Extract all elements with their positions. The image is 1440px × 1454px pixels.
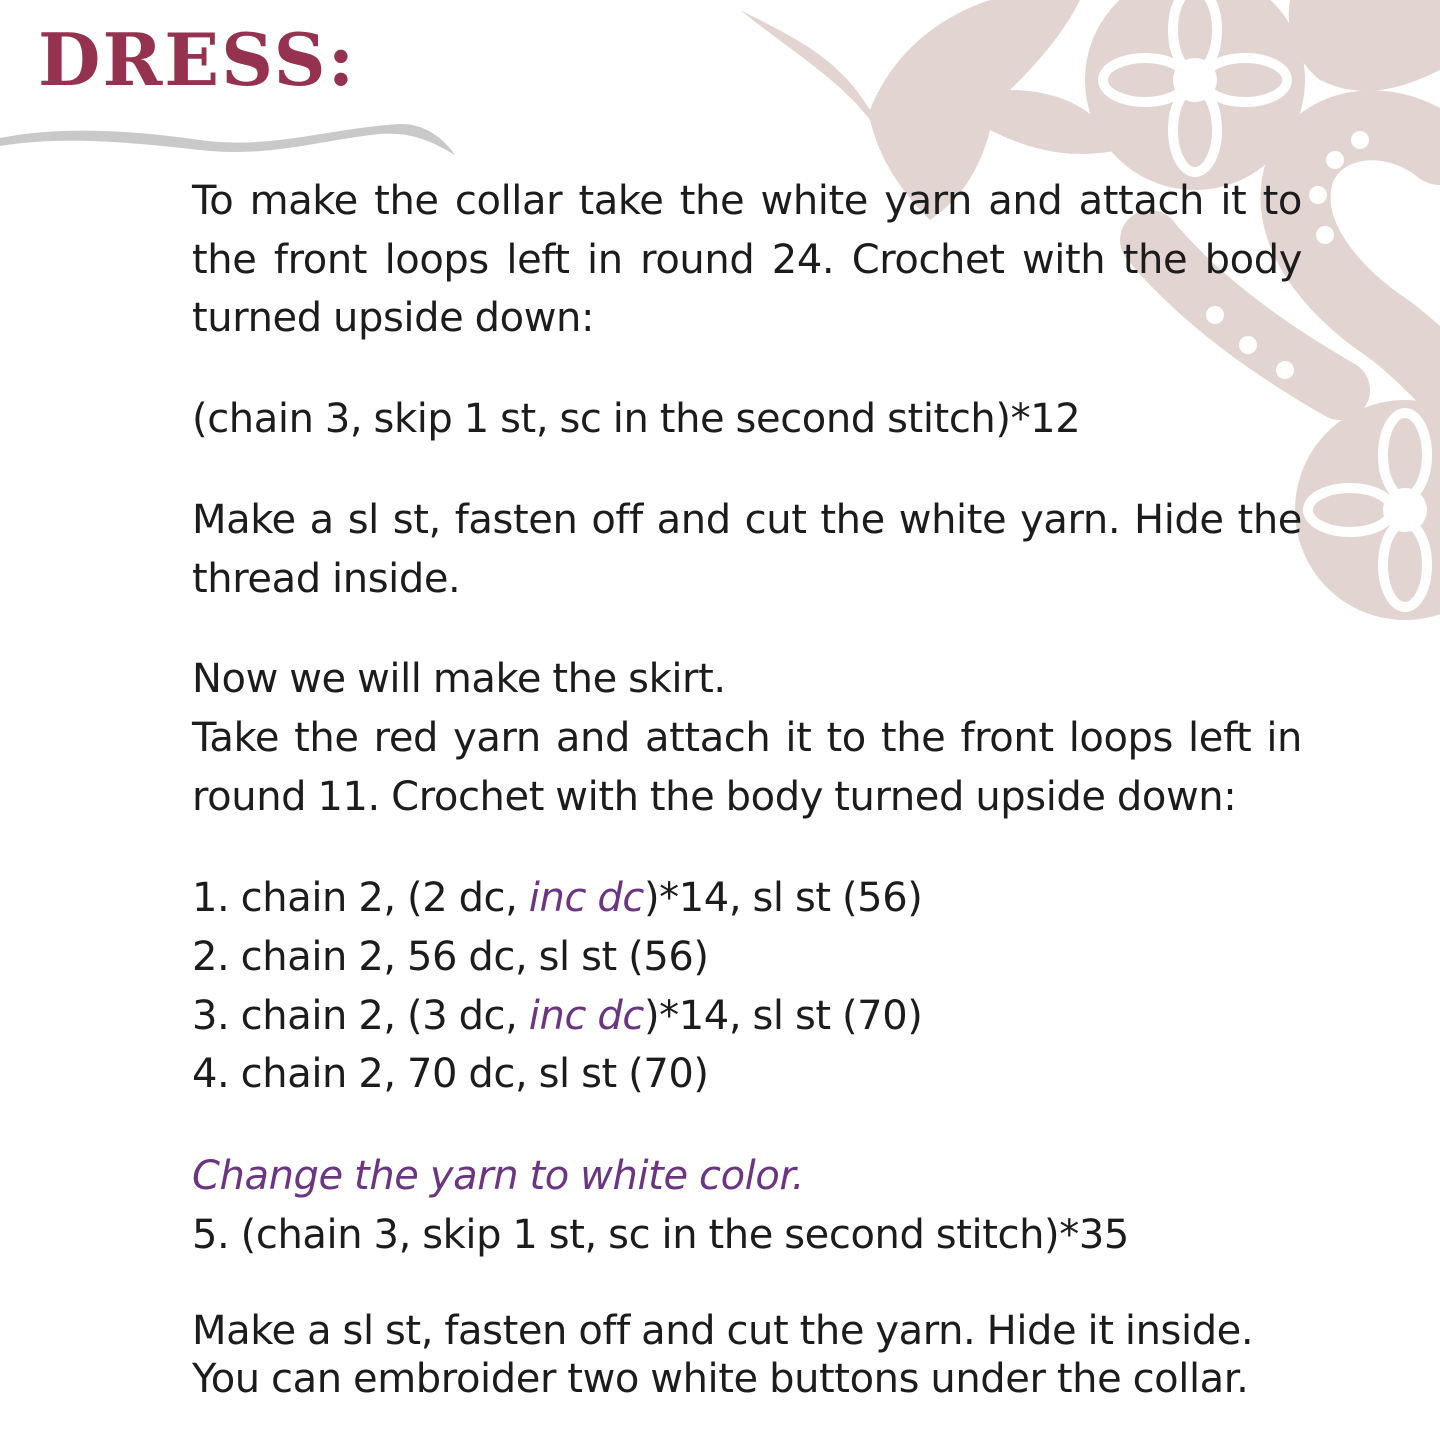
increase-dc-term: inc dc bbox=[528, 875, 644, 922]
lattice-ornament bbox=[1289, 0, 1440, 91]
skirt-round-1: 1. chain 2, (2 dc, inc dc)*14, sl st (56) bbox=[192, 875, 923, 922]
collar-intro: To make the collar take the white yarn and attach it to the front loops left in round 24. Crochet with the body turned upside down: bbox=[192, 178, 1302, 342]
page-title: DRESS: bbox=[38, 17, 357, 102]
collar-finish: Make a sl st, fasten off and cut the white yarn. Hide the thread inside. bbox=[192, 496, 1302, 602]
title-underline-stroke bbox=[0, 124, 455, 155]
instructions bbox=[192, 172, 1302, 1403]
flower-ornament-bottom bbox=[1295, 400, 1440, 620]
buttons-note: You can embroider two white buttons under the collar. bbox=[192, 1355, 1249, 1402]
collar-pattern: (chain 3, skip 1 st, sc in the second stitch)*12 bbox=[192, 396, 1081, 443]
skirt-finish: Make a sl st, fasten off and cut the yarn. Hide it inside. bbox=[192, 1307, 1254, 1354]
skirt-intro-heading: Now we will make the skirt. bbox=[192, 656, 726, 703]
skirt-round-2: 2. chain 2, 56 dc, sl st (56) bbox=[192, 934, 709, 981]
skirt-round-5: 5. (chain 3, skip 1 st, sc in the second stitch)*35 bbox=[192, 1211, 1129, 1258]
skirt-round-3: 3. chain 2, (3 dc, inc dc)*14, sl st (70) bbox=[192, 992, 923, 1039]
skirt-round-4: 4. chain 2, 70 dc, sl st (70) bbox=[192, 1051, 709, 1098]
skirt-intro: Take the red yarn and attach it to the front loops left in round 11. Crochet with the body turned upside down: bbox=[192, 714, 1302, 820]
flower-ornament-top bbox=[1085, 0, 1305, 190]
heart-ornament bbox=[1296, 125, 1440, 375]
increase-dc-term: inc dc bbox=[528, 992, 644, 1039]
color-change-note: Change the yarn to white color. bbox=[192, 1153, 805, 1200]
